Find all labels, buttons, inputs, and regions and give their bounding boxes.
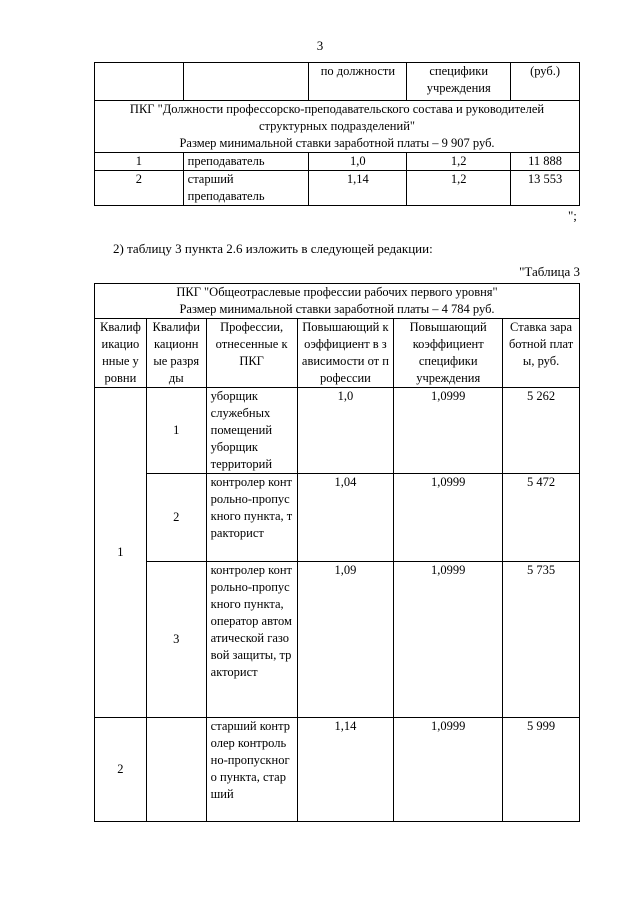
rate-value: 5 262	[503, 388, 580, 474]
profession-list: контролер контрольно-пропускного пункта, оператор автоматической газовой защиты, тракторист	[206, 562, 297, 718]
profession-list: уборщик служебных помещений уборщик территорий	[206, 388, 297, 474]
coefficient-specifics: 1,0999	[394, 474, 503, 562]
row-number: 1	[95, 153, 184, 171]
table-row	[95, 171, 580, 206]
table-header-row	[95, 63, 580, 101]
coefficient-specifics: 1,2	[407, 171, 511, 206]
coefficient-position: 1,14	[309, 171, 407, 206]
table-caption: "Таблица 3	[519, 264, 580, 279]
rate-value: 5 472	[503, 474, 580, 562]
qualification-grade: 2	[146, 474, 206, 562]
staff-rates-table-continuation	[94, 62, 580, 206]
row-number: 2	[95, 171, 184, 206]
qualification-level: 1	[95, 388, 147, 718]
coefficient-specifics: 1,0999	[394, 388, 503, 474]
group-header-row	[95, 101, 580, 153]
profession-list: контролер контрольно-пропускного пункта, тракторист	[206, 474, 297, 562]
table-row	[95, 388, 580, 474]
position-name: старший преподаватель	[183, 171, 309, 206]
rate-value: 5 999	[503, 718, 580, 822]
group-title: ПКГ "Должности профессорско-преподавательского состава и руководителей структурных подразделений"	[129, 102, 545, 133]
worker-rates-table	[94, 283, 580, 822]
coefficient-profession: 1,14	[297, 718, 394, 822]
header-qualification-levels: Квалификационные уровни	[95, 319, 147, 388]
qualification-level: 2	[95, 718, 147, 822]
position-name: преподаватель	[183, 153, 309, 171]
header-cell-name	[183, 63, 309, 101]
header-rate: Ставка заработной платы, руб.	[503, 319, 580, 388]
header-professions: Профессии, отнесенные к ПКГ	[206, 319, 297, 388]
coefficient-specifics: 1,2	[407, 153, 511, 171]
coefficient-specifics: 1,0999	[394, 718, 503, 822]
coefficient-specifics: 1,0999	[394, 562, 503, 718]
header-cell-rate: (руб.)	[511, 63, 580, 101]
group-title: ПКГ "Общеотраслевые профессии рабочих первого уровня"	[176, 285, 498, 299]
coefficient-profession: 1,0	[297, 388, 394, 474]
page-number: 3	[316, 38, 324, 53]
table-row	[95, 718, 580, 822]
column-header-row	[95, 319, 580, 388]
table-row	[95, 474, 580, 562]
coefficient-profession: 1,09	[297, 562, 394, 718]
rate-value: 5 735	[503, 562, 580, 718]
profession-list: старший контролер контрольно-пропускного пункта, старший	[206, 718, 297, 822]
qualification-grade: 3	[146, 562, 206, 718]
group-header-row	[95, 284, 580, 319]
header-coefficient-specifics: Повышающий коэффициент специфики учреждения	[394, 319, 503, 388]
amendment-paragraph: 2) таблицу 3 пункта 2.6 изложить в следующей редакции:	[113, 241, 433, 256]
qualification-grade: 1	[146, 388, 206, 474]
group-min-rate: Размер минимальной ставки заработной платы – 9 907 руб.	[179, 136, 495, 150]
table-row	[95, 153, 580, 171]
group-min-rate: Размер минимальной ставки заработной платы – 4 784 руб.	[179, 302, 495, 316]
rate-value: 13 553	[511, 171, 580, 206]
header-cell-coefficient-position: по должности	[309, 63, 407, 101]
closing-quote: ";	[568, 208, 577, 223]
coefficient-profession: 1,04	[297, 474, 394, 562]
rate-value: 11 888	[511, 153, 580, 171]
coefficient-position: 1,0	[309, 153, 407, 171]
header-coefficient-profession: Повышающий коэффициент в зависимости от профессии	[297, 319, 394, 388]
header-qualification-grades: Квалификационные разряды	[146, 319, 206, 388]
qualification-grade	[146, 718, 206, 822]
table-row	[95, 562, 580, 718]
header-cell-coefficient-specifics: специфики учреждения	[407, 63, 511, 101]
header-cell-number	[95, 63, 184, 101]
